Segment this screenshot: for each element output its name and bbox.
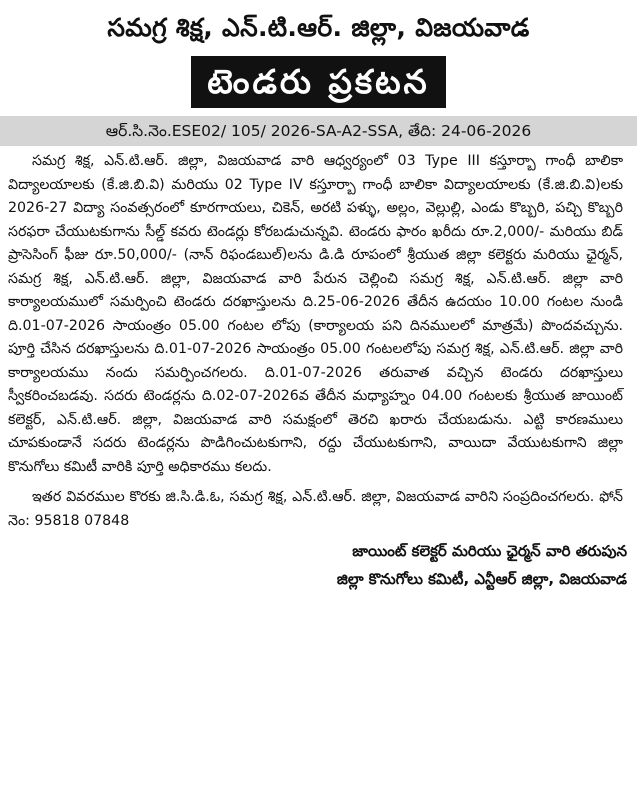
signature-line-1: జాయింట్ కలెక్టర్ మరియు ఛైర్మన్ వారి తరుపున [352, 542, 627, 560]
notice-body [0, 150, 637, 533]
body-paragraph-main: సమగ్ర శిక్ష, ఎన్.టి.ఆర్. జిల్లా, విజయవాడ వారి ఆధ్వర్యంలో 03 Type III కస్తూర్బా గాంధీ బాలికా విద్యాలయాలకు (కే.జి.బి.వి) మరియు 02 Type IV కస్తూర్బా గాంధీ బాలికా విద్యాలయాలకు (కే.జి.బి.వి)లకు 2026-27 విద్యా సంవత్సరంలో కూరగాయలు, చికెన్, అరటి పళ్ళు, అల్లం, వెల్లుల్లి, ఎండు కొబ్బరి, పచ్చి కొబ్బరి సరఫరా చేయుటకుగాను సీల్డ్ కవరు టెండర్లు కోరబడుచున్నవి. టెండరు ఫారం ఖరీదు రూ.2,000/- మరియు బిడ్ ప్రాసెసింగ్ ఫీజు రూ.50,000/- (నాన్ రిఫండబుల్)లను డి.డి రూపంలో శ్రీయుత జిల్లా కలెక్టరు మరియు ఛైర్మన్, సమగ్ర శిక్ష, ఎన్.టి.ఆర్. జిల్లా, విజయవాడ వారి పేరున చెల్లించి సమగ్ర శిక్ష, ఎన్.టి.ఆర్. జిల్లా వారి కార్యాలయములో సమర్పించి టెండరు దరఖాస్తులను ది.25-06-2026 తేదీన ఉదయం 10.00 గంటల నుండి ది.01-07-2026 సాయంత్రం 05.00 గంటల లోపు (కార్యాలయ పని దినములలో మాత్రమే) పొందవచ్చును. పూర్తి చేసిన దరఖాస్తులను ది.01-07-2026 సాయంత్రం 05.00 గంటలలోపు సమగ్ర శిక్ష, ఎన్.టి.ఆర్. జిల్లా వారి కార్యాలయము నందు సమర్పించగలరు. ది.01-07-2026 తరువాత వచ్చిన టెండరు దరఖాస్తులు స్వీకరించబడవు. సదరు టెండర్లను ది.02-07-2026వ తేదీన మధ్యాహ్నం 04.00 గంటలకు శ్రీయుత జాయింట్ కలెక్టర్, ఎన్.టి.ఆర్. జిల్లా, విజయవాడ వారి సమక్షంలో తెరచి ఖరారు చేయబడును. ఎట్టి కారణములు చూపకుండానే సదరు టెండర్లను పొడిగించుటకుగాని, రద్దు చేయుటకుగాని, వాయిదా వేయుటకుగాని జిల్లా కొనుగోలు కమిటీ వారికి పూర్తి అధికారము కలదు. [8, 153, 623, 475]
notice-title-wrapper [0, 56, 637, 108]
organization-header: సమగ్ర శిక్ష, ఎన్.టి.ఆర్. జిల్లా, విజయవాడ [107, 13, 530, 42]
signature-line-2: జిల్లా కొనుగోలు కమిటీ, ఎన్టీఆర్ జిల్లా, విజయవాడ [336, 570, 627, 588]
body-paragraph-contact: ఇతర వివరముల కొరకు జి.సి.డి.ఓ, సమగ్ర శిక్ష, ఎన్.టి.ఆర్. జిల్లా, విజయవాడ వారిని సంప్రదించగలరు. ఫోన్ నెం: 95818 07848 [8, 489, 623, 529]
signature-block [0, 533, 637, 593]
reference-number-bar: ఆర్.సి.నెం.ESE02/ 105/ 2026-SA-A2-SSA, తేది: 24-06-2026 [0, 116, 637, 146]
notice-title: టెండరు ప్రకటన [191, 56, 445, 108]
